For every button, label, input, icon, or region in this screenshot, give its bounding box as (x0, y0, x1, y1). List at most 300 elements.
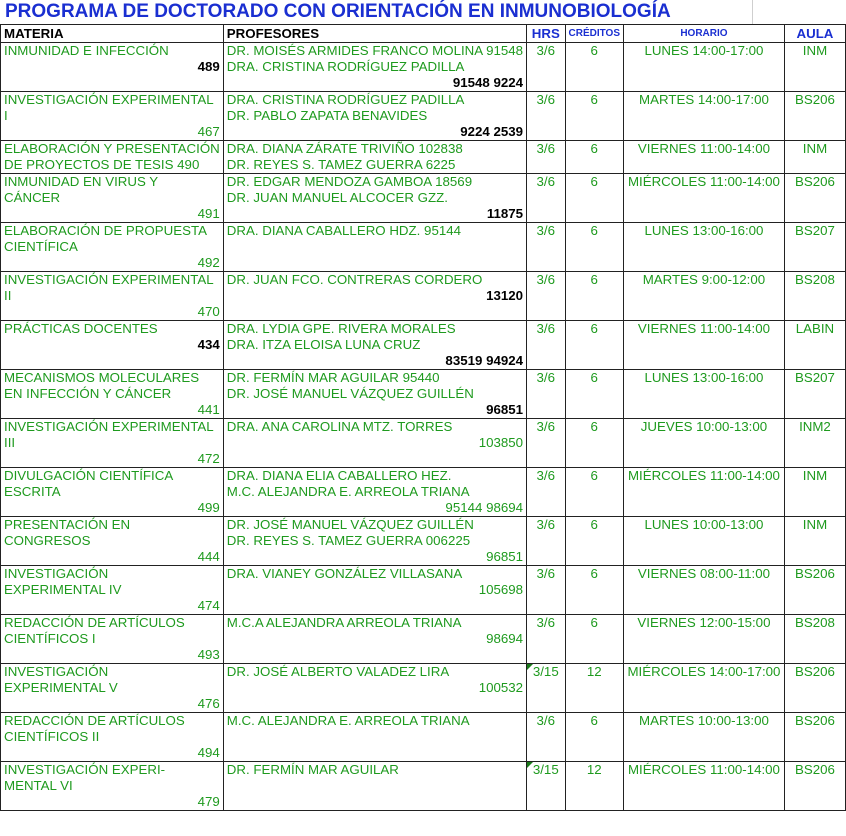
creditos-cell (565, 500, 624, 517)
profesores-cell: DR. FERMÍN MAR AGUILAR (223, 762, 526, 779)
hrs-cell (527, 157, 565, 174)
aula-cell (784, 337, 845, 353)
aula-cell: BS206 (784, 92, 845, 109)
aula-cell: INM (784, 43, 845, 60)
table-row-continuation (1, 745, 846, 762)
creditos-cell (565, 190, 624, 206)
materia-cell: REDACCIÓN DE ARTÍCULOS (1, 713, 224, 730)
aula-cell (784, 157, 845, 174)
horario-cell (624, 288, 785, 304)
horario-cell: VIERNES 12:00-15:00 (624, 615, 785, 632)
hrs-cell: 3/6 (527, 517, 565, 534)
creditos-cell (565, 124, 624, 141)
profesores-cell: DR. JOSÉ ALBERTO VALADEZ LIRA (223, 664, 526, 681)
aula-cell: INM (784, 141, 845, 158)
aula-cell (784, 778, 845, 794)
hrs-cell (527, 647, 565, 664)
materia-cell: INVESTIGACIÓN (1, 566, 224, 583)
creditos-cell: 6 (565, 223, 624, 240)
horario-cell (624, 598, 785, 615)
aula-cell (784, 435, 845, 451)
horario-cell (624, 59, 785, 75)
table-row-continuation (1, 337, 846, 353)
horario-cell (624, 745, 785, 762)
materia-cell: 479 (1, 794, 224, 811)
header-materia: MATERIA (1, 25, 224, 43)
profesores-cell (223, 696, 526, 713)
creditos-cell: 6 (565, 566, 624, 583)
hrs-cell (527, 582, 565, 598)
creditos-cell: 6 (565, 43, 624, 60)
table-row-continuation (1, 729, 846, 745)
profesores-cell: M.C. ALEJANDRA E. ARREOLA TRIANA (223, 713, 526, 730)
creditos-cell (565, 778, 624, 794)
table-row-continuation (1, 402, 846, 419)
horario-cell (624, 696, 785, 713)
creditos-cell (565, 255, 624, 272)
materia-cell: 489 (1, 59, 224, 75)
hrs-cell (527, 59, 565, 75)
horario-cell: MIÉRCOLES 11:00-14:00 (624, 174, 785, 191)
materia-cell: 491 (1, 206, 224, 223)
hrs-cell (527, 288, 565, 304)
table-row-continuation (1, 549, 846, 566)
hrs-cell: 3/6 (527, 141, 565, 158)
aula-cell: BS208 (784, 615, 845, 632)
creditos-cell: 6 (565, 272, 624, 289)
table-row-continuation (1, 190, 846, 206)
materia-cell: INMUNIDAD E INFECCIÓN (1, 43, 224, 60)
table-row-continuation (1, 75, 846, 92)
profesores-cell: 95144 98694 (223, 500, 526, 517)
table-row-continuation (1, 435, 846, 451)
header-profesores: PROFESORES (223, 25, 526, 43)
hrs-cell (527, 696, 565, 713)
hrs-cell: 3/6 (527, 321, 565, 338)
creditos-cell (565, 680, 624, 696)
header-aula: AULA (784, 25, 845, 43)
materia-cell: CIENTÍFICOS II (1, 729, 224, 745)
creditos-cell: 6 (565, 174, 624, 191)
materia-cell: CÁNCER (1, 190, 224, 206)
horario-cell: MARTES 14:00-17:00 (624, 92, 785, 109)
aula-cell: BS206 (784, 566, 845, 583)
materia-cell: PRÁCTICAS DOCENTES (1, 321, 224, 338)
header-horario: HORARIO (624, 25, 785, 43)
hrs-cell (527, 533, 565, 549)
aula-cell (784, 794, 845, 811)
table-row (1, 713, 846, 730)
profesores-cell: DRA. DIANA CABALLERO HDZ. 95144 (223, 223, 526, 240)
aula-cell (784, 206, 845, 223)
profesores-cell: DR. JOSÉ MANUEL VÁZQUEZ GUILLÉN (223, 386, 526, 402)
table-row-continuation (1, 598, 846, 615)
materia-cell: 493 (1, 647, 224, 664)
horario-cell (624, 124, 785, 141)
horario-cell (624, 582, 785, 598)
materia-cell: REDACCIÓN DE ARTÍCULOS (1, 615, 224, 632)
table-row-continuation (1, 239, 846, 255)
materia-cell: 434 (1, 337, 224, 353)
table-row-continuation (1, 206, 846, 223)
horario-cell (624, 631, 785, 647)
materia-cell: DIVULGACIÓN CIENTÍFICA (1, 468, 224, 485)
profesores-cell (223, 598, 526, 615)
table-row-continuation (1, 108, 846, 124)
hrs-cell (527, 745, 565, 762)
hrs-cell (527, 451, 565, 468)
aula-cell (784, 549, 845, 566)
aula-cell (784, 255, 845, 272)
schedule-table (0, 24, 846, 811)
aula-cell (784, 402, 845, 419)
aula-cell (784, 582, 845, 598)
horario-cell: VIERNES 08:00-11:00 (624, 566, 785, 583)
table-row (1, 272, 846, 289)
hrs-cell (527, 484, 565, 500)
table-row (1, 517, 846, 534)
hrs-cell (527, 631, 565, 647)
hrs-cell (527, 124, 565, 141)
aula-cell: BS206 (784, 174, 845, 191)
materia-cell: EXPERIMENTAL IV (1, 582, 224, 598)
materia-cell: INVESTIGACIÓN EXPERIMENTAL (1, 419, 224, 436)
creditos-cell (565, 484, 624, 500)
profesores-cell: DRA. CRISTINA RODRÍGUEZ PADILLA (223, 92, 526, 109)
creditos-cell (565, 745, 624, 762)
profesores-cell: 100532 (223, 680, 526, 696)
profesores-cell: DRA. VIANEY GONZÁLEZ VILLASANA (223, 566, 526, 583)
profesores-cell: 13120 (223, 288, 526, 304)
creditos-cell (565, 337, 624, 353)
materia-cell: MENTAL VI (1, 778, 224, 794)
aula-cell: BS206 (784, 664, 845, 681)
hrs-cell (527, 206, 565, 223)
profesores-cell (223, 239, 526, 255)
hrs-cell (527, 680, 565, 696)
creditos-cell (565, 631, 624, 647)
horario-cell (624, 484, 785, 500)
aula-cell: INM2 (784, 419, 845, 436)
hrs-cell (527, 598, 565, 615)
profesores-cell: DRA. LYDIA GPE. RIVERA MORALES (223, 321, 526, 338)
horario-cell (624, 533, 785, 549)
page-title: PROGRAMA DE DOCTORADO CON ORIENTACIÓN EN INMUNOBIOLOGÍA (5, 1, 671, 22)
header-creditos: CRÉDITOS (565, 25, 624, 43)
materia-cell: 441 (1, 402, 224, 419)
table-row-continuation (1, 500, 846, 517)
aula-cell (784, 729, 845, 745)
table-row-continuation (1, 353, 846, 370)
profesores-cell (223, 451, 526, 468)
aula-cell (784, 451, 845, 468)
horario-cell: JUEVES 10:00-13:00 (624, 419, 785, 436)
materia-cell: MECANISMOS MOLECULARES (1, 370, 224, 387)
aula-cell: BS208 (784, 272, 845, 289)
horario-cell: MIÉRCOLES 11:00-14:00 (624, 468, 785, 485)
table-row-continuation (1, 59, 846, 75)
horario-cell (624, 435, 785, 451)
horario-cell (624, 647, 785, 664)
horario-cell: LUNES 14:00-17:00 (624, 43, 785, 60)
hrs-cell (527, 549, 565, 566)
materia-cell: 467 (1, 124, 224, 141)
hrs-cell (527, 386, 565, 402)
profesores-cell: DR. JUAN FCO. CONTRERAS CORDERO (223, 272, 526, 289)
materia-cell: INVESTIGACIÓN EXPERI- (1, 762, 224, 779)
hrs-cell: 3/6 (527, 615, 565, 632)
table-row-continuation (1, 157, 846, 174)
hrs-cell: 3/6 (527, 468, 565, 485)
hrs-cell: 3/6 (527, 223, 565, 240)
creditos-cell: 12 (565, 762, 624, 779)
horario-cell (624, 304, 785, 321)
profesores-cell: DRA. DIANA ZÁRATE TRIVIÑO 102838 (223, 141, 526, 158)
creditos-cell (565, 533, 624, 549)
creditos-cell: 6 (565, 517, 624, 534)
hrs-cell (527, 75, 565, 92)
horario-cell (624, 239, 785, 255)
aula-cell: INM (784, 468, 845, 485)
creditos-cell: 12 (565, 664, 624, 681)
gridline (752, 0, 753, 24)
materia-cell: 494 (1, 745, 224, 762)
profesores-cell: DR. REYES S. TAMEZ GUERRA 6225 (223, 157, 526, 174)
table-row-continuation (1, 124, 846, 141)
table-row (1, 370, 846, 387)
hrs-cell: 3/6 (527, 713, 565, 730)
horario-cell (624, 402, 785, 419)
profesores-cell: 98694 (223, 631, 526, 647)
creditos-cell (565, 582, 624, 598)
creditos-cell (565, 549, 624, 566)
materia-cell: 444 (1, 549, 224, 566)
hrs-cell: 3/6 (527, 174, 565, 191)
table-row-continuation (1, 255, 846, 272)
profesores-cell: 9224 2539 (223, 124, 526, 141)
horario-cell (624, 386, 785, 402)
materia-cell: CIENTÍFICA (1, 239, 224, 255)
materia-cell: INMUNIDAD EN VIRUS Y (1, 174, 224, 191)
horario-cell: VIERNES 11:00-14:00 (624, 141, 785, 158)
aula-cell (784, 647, 845, 664)
creditos-cell: 6 (565, 419, 624, 436)
aula-cell (784, 108, 845, 124)
profesores-cell (223, 647, 526, 664)
aula-cell (784, 386, 845, 402)
hrs-cell: 3/6 (527, 566, 565, 583)
table-row-continuation (1, 386, 846, 402)
hrs-cell (527, 794, 565, 811)
aula-cell (784, 598, 845, 615)
table-row (1, 141, 846, 158)
materia-cell: ESCRITA (1, 484, 224, 500)
materia-cell: 472 (1, 451, 224, 468)
profesores-cell: DR. PABLO ZAPATA BENAVIDES (223, 108, 526, 124)
horario-cell: LUNES 13:00-16:00 (624, 370, 785, 387)
hrs-cell: 3/15 (527, 664, 565, 681)
profesores-cell: 83519 94924 (223, 353, 526, 370)
creditos-cell (565, 304, 624, 321)
hrs-cell (527, 402, 565, 419)
table-row-continuation (1, 696, 846, 713)
creditos-cell: 6 (565, 370, 624, 387)
aula-cell (784, 500, 845, 517)
hrs-cell: 3/15 (527, 762, 565, 779)
creditos-cell: 6 (565, 468, 624, 485)
horario-cell: MIÉRCOLES 14:00-17:00 (624, 664, 785, 681)
creditos-cell (565, 288, 624, 304)
horario-cell (624, 500, 785, 517)
creditos-cell (565, 794, 624, 811)
horario-cell (624, 190, 785, 206)
table-row-continuation (1, 582, 846, 598)
materia-cell: INVESTIGACIÓN EXPERIMENTAL (1, 272, 224, 289)
hrs-cell (527, 337, 565, 353)
materia-cell: 470 (1, 304, 224, 321)
horario-cell (624, 353, 785, 370)
table-row-continuation (1, 288, 846, 304)
materia-cell (1, 353, 224, 370)
materia-cell: I (1, 108, 224, 124)
profesores-cell (223, 745, 526, 762)
profesores-cell: M.C.A ALEJANDRA ARREOLA TRIANA (223, 615, 526, 632)
creditos-cell: 6 (565, 615, 624, 632)
aula-cell (784, 124, 845, 141)
table-row-continuation (1, 680, 846, 696)
aula-cell: BS206 (784, 762, 845, 779)
creditos-cell (565, 435, 624, 451)
hrs-cell (527, 729, 565, 745)
table-row (1, 321, 846, 338)
horario-cell: MARTES 9:00-12:00 (624, 272, 785, 289)
profesores-cell (223, 729, 526, 745)
creditos-cell (565, 157, 624, 174)
table-row (1, 664, 846, 681)
materia-cell: EN INFECCIÓN Y CÁNCER (1, 386, 224, 402)
horario-cell (624, 794, 785, 811)
creditos-cell (565, 108, 624, 124)
profesores-cell: DR. FERMÍN MAR AGUILAR 95440 (223, 370, 526, 387)
creditos-cell (565, 402, 624, 419)
table-row (1, 419, 846, 436)
profesores-cell: 96851 (223, 549, 526, 566)
materia-cell: INVESTIGACIÓN (1, 664, 224, 681)
horario-cell (624, 206, 785, 223)
profesores-cell (223, 794, 526, 811)
aula-cell (784, 288, 845, 304)
table-row (1, 615, 846, 632)
profesores-cell (223, 778, 526, 794)
profesores-cell: DRA. ITZA ELOISA LUNA CRUZ (223, 337, 526, 353)
table-row (1, 43, 846, 60)
table-row (1, 174, 846, 191)
horario-cell: LUNES 13:00-16:00 (624, 223, 785, 240)
table-row-continuation (1, 647, 846, 664)
materia-cell: EXPERIMENTAL V (1, 680, 224, 696)
creditos-cell (565, 75, 624, 92)
profesores-cell: 91548 9224 (223, 75, 526, 92)
materia-cell: 492 (1, 255, 224, 272)
creditos-cell: 6 (565, 321, 624, 338)
table-row (1, 223, 846, 240)
horario-cell (624, 337, 785, 353)
hrs-cell (527, 778, 565, 794)
hrs-cell (527, 353, 565, 370)
aula-cell (784, 533, 845, 549)
profesores-cell: DRA. ANA CAROLINA MTZ. TORRES (223, 419, 526, 436)
table-row-continuation (1, 631, 846, 647)
hrs-cell (527, 435, 565, 451)
table-row (1, 92, 846, 109)
horario-cell (624, 729, 785, 745)
hrs-cell: 3/6 (527, 370, 565, 387)
profesores-cell: DR. REYES S. TAMEZ GUERRA 006225 (223, 533, 526, 549)
profesores-cell: DR. JUAN MANUEL ALCOCER GZZ. (223, 190, 526, 206)
horario-cell (624, 255, 785, 272)
hrs-cell (527, 239, 565, 255)
profesores-cell (223, 304, 526, 321)
materia-cell: DE PROYECTOS DE TESIS 490 (1, 157, 224, 174)
materia-cell: III (1, 435, 224, 451)
profesores-cell: 96851 (223, 402, 526, 419)
horario-cell (624, 549, 785, 566)
creditos-cell (565, 239, 624, 255)
aula-cell: INM (784, 517, 845, 534)
aula-cell (784, 239, 845, 255)
materia-cell: ELABORACIÓN DE PROPUESTA (1, 223, 224, 240)
horario-cell (624, 108, 785, 124)
aula-cell: LABIN (784, 321, 845, 338)
creditos-cell: 6 (565, 141, 624, 158)
aula-cell (784, 75, 845, 92)
hrs-cell (527, 190, 565, 206)
materia-cell: ELABORACIÓN Y PRESENTACIÓN (1, 141, 224, 158)
profesores-cell: DRA. DIANA ELIA CABALLERO HEZ. (223, 468, 526, 485)
aula-cell (784, 745, 845, 762)
horario-cell: LUNES 10:00-13:00 (624, 517, 785, 534)
hrs-cell (527, 255, 565, 272)
table-row-continuation (1, 304, 846, 321)
header-row (1, 25, 846, 43)
aula-cell (784, 680, 845, 696)
profesores-cell: 103850 (223, 435, 526, 451)
horario-cell (624, 75, 785, 92)
materia-cell: PRESENTACIÓN EN (1, 517, 224, 534)
aula-cell (784, 631, 845, 647)
header-hrs: HRS (527, 25, 565, 43)
profesores-cell: DR. MOISÉS ARMIDES FRANCO MOLINA 91548 (223, 43, 526, 60)
horario-cell (624, 778, 785, 794)
table-row-continuation (1, 484, 846, 500)
aula-cell (784, 353, 845, 370)
hrs-cell: 3/6 (527, 272, 565, 289)
hrs-cell (527, 500, 565, 517)
creditos-cell (565, 353, 624, 370)
table-row-continuation (1, 778, 846, 794)
profesores-cell: M.C. ALEJANDRA E. ARREOLA TRIANA (223, 484, 526, 500)
horario-cell (624, 157, 785, 174)
hrs-cell: 3/6 (527, 419, 565, 436)
profesores-cell (223, 255, 526, 272)
horario-cell (624, 451, 785, 468)
aula-cell (784, 190, 845, 206)
table-row-continuation (1, 451, 846, 468)
table-row-continuation (1, 794, 846, 811)
materia-cell (1, 75, 224, 92)
aula-cell (784, 59, 845, 75)
hrs-cell (527, 304, 565, 321)
